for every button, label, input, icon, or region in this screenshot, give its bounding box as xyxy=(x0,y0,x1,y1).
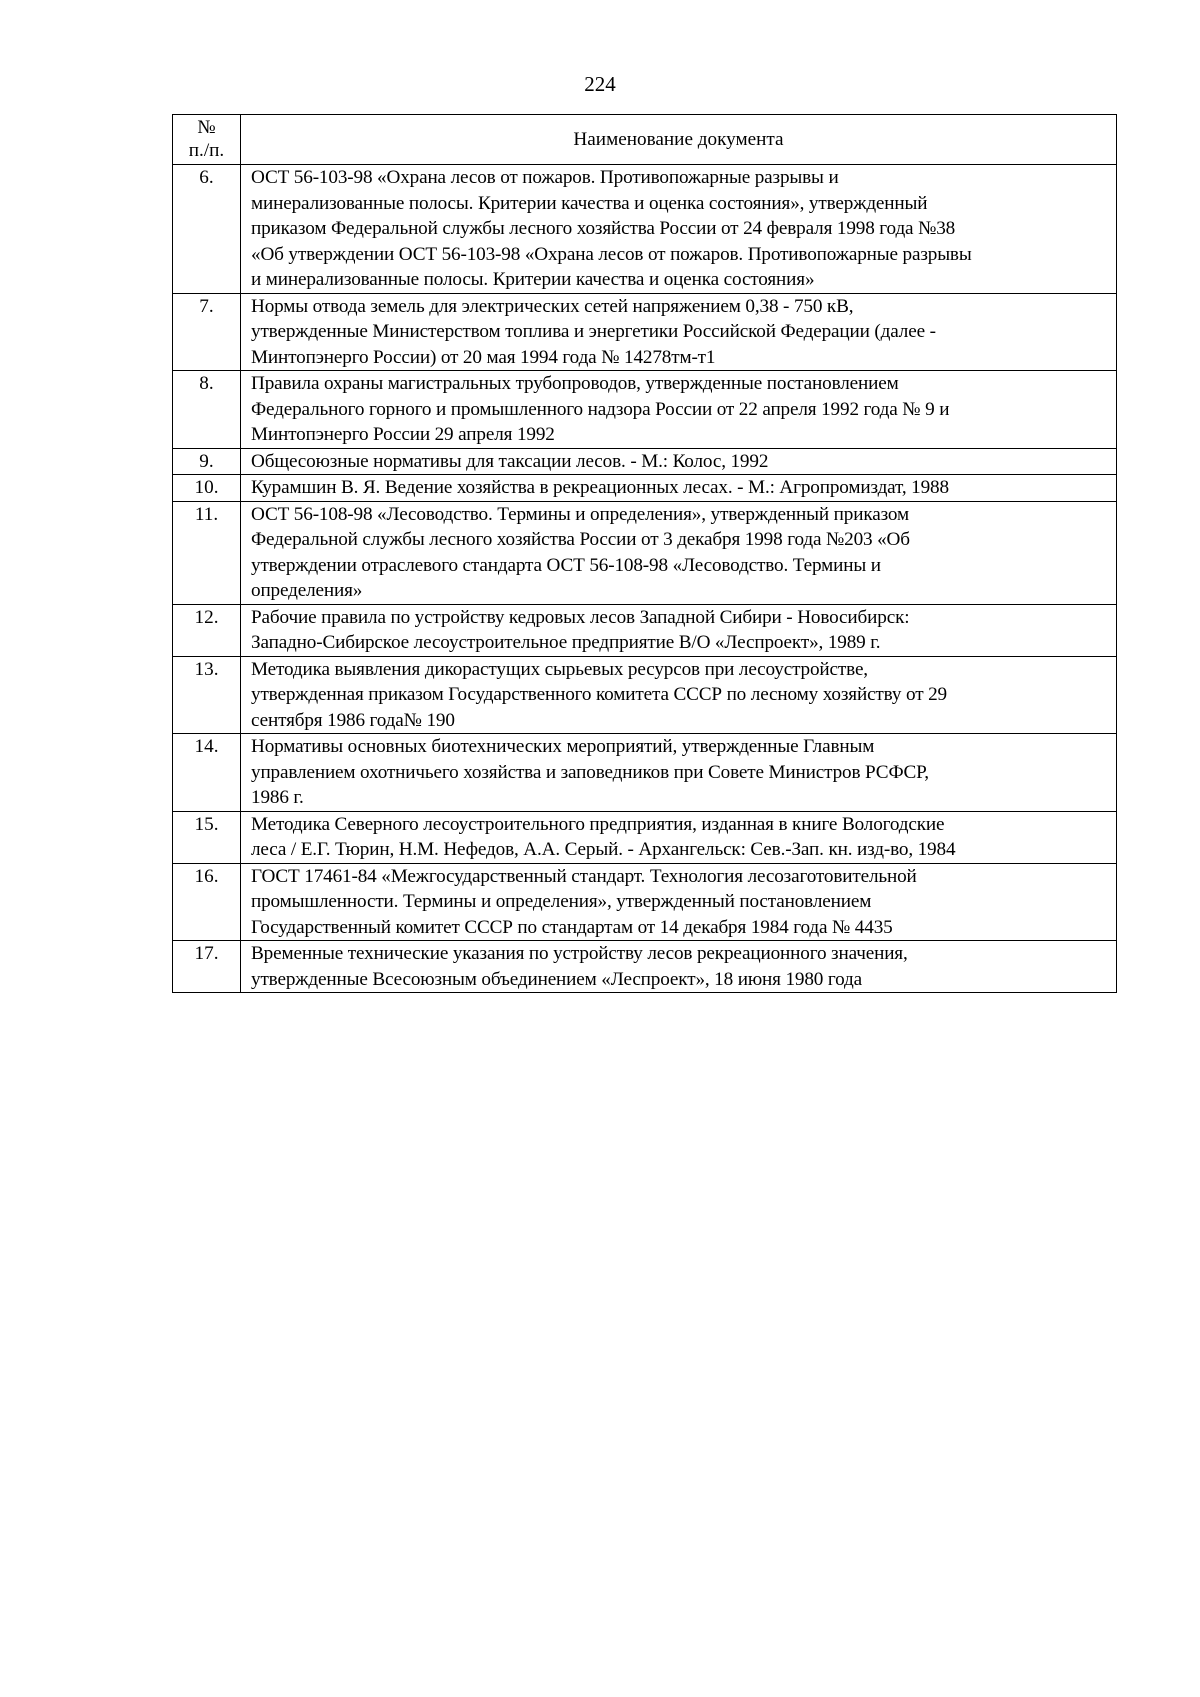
document-name-line: Методика выявления дикорастущих сырьевых ресурсов при лесоустройстве, xyxy=(251,658,868,680)
row-number: 7. xyxy=(173,293,241,371)
table-row xyxy=(173,475,1117,502)
row-number: 8. xyxy=(173,371,241,449)
table-row xyxy=(173,863,1117,941)
row-number: 11. xyxy=(173,501,241,604)
document-name-line: утверждении отраслевого стандарта ОСТ 56-108-98 «Лесоводство. Термины и xyxy=(251,554,881,576)
documents-table xyxy=(172,114,1117,993)
table-header-row xyxy=(173,115,1117,165)
row-number: 9. xyxy=(173,448,241,475)
document-name-line: Нормативы основных биотехнических мероприятий, утвержденные Главным xyxy=(251,736,875,757)
document-name-line: Рабочие правила по устройству кедровых лесов Западной Сибири - Новосибирск: xyxy=(251,606,910,628)
document-name-line: Курамшин В. Я. Ведение хозяйства в рекреационных лесах. - М.: Агропромиздат, 1988 xyxy=(251,477,949,498)
document-name-line: Минтопэнерго России) от 20 мая 1994 года № 14278тм-т1 xyxy=(251,346,716,368)
row-number: 15. xyxy=(173,811,241,863)
document-name-line: определения» xyxy=(251,580,363,601)
table-body xyxy=(173,165,1117,993)
row-number: 13. xyxy=(173,656,241,734)
header-number-abbrev: п./п. xyxy=(188,140,225,161)
table-row xyxy=(173,734,1117,812)
document-name-line: промышленности. Термины и определения», утвержденный постановлением xyxy=(251,891,872,912)
document-name-line: ОСТ 56-103-98 «Охрана лесов от пожаров. Противопожарные разрывы и xyxy=(251,167,839,188)
row-number: 6. xyxy=(173,165,241,294)
document-name-line: ОСТ 56-108-98 «Лесоводство. Термины и определения», утвержденный приказом xyxy=(251,503,909,525)
document-name-line: и минерализованные полосы. Критерии качества и оценка состояния» xyxy=(251,269,815,290)
row-document-name xyxy=(241,863,1117,941)
document-name-line: Западно-Сибирское лесоустроительное предприятие В/О «Леспроект», 1989 г. xyxy=(251,632,881,653)
row-document-name xyxy=(241,448,1117,475)
header-document-name: Наименование документа xyxy=(241,115,1117,165)
table-row xyxy=(173,604,1117,656)
row-number: 10. xyxy=(173,475,241,502)
document-name-line: Государственный комитет СССР по стандартам от 14 декабря 1984 года № 4435 xyxy=(251,916,893,938)
document-name-line: леса / Е.Г. Тюрин, Н.М. Нефедов, А.А. Серый. - Архангельск: Сев.-Зап. кн. изд-во, 1984 xyxy=(251,839,956,860)
row-document-name xyxy=(241,734,1117,812)
table-row xyxy=(173,371,1117,449)
row-document-name xyxy=(241,293,1117,371)
row-document-name xyxy=(241,604,1117,656)
document-name-line: сентября 1986 года№ 190 xyxy=(251,709,455,731)
table-row xyxy=(173,811,1117,863)
document-name-line: 1986 г. xyxy=(251,787,304,808)
document-name-line: Методика Северного лесоустроительного предприятия, изданная в книге Вологодские xyxy=(251,813,945,835)
row-number: 14. xyxy=(173,734,241,812)
row-document-name xyxy=(241,501,1117,604)
document-name-line: минерализованные полосы. Критерии качества и оценка состояния», утвержденный xyxy=(251,192,928,214)
document-name-line: Временные технические указания по устройству лесов рекреационного значения, xyxy=(251,943,908,964)
row-number: 17. xyxy=(173,941,241,993)
document-name-line: «Об утверждении ОСТ 56-103-98 «Охрана лесов от пожаров. Противопожарные разрывы xyxy=(251,243,972,265)
row-document-name xyxy=(241,371,1117,449)
table-row xyxy=(173,293,1117,371)
table-row xyxy=(173,165,1117,294)
row-document-name xyxy=(241,475,1117,502)
header-number-sign: № xyxy=(197,117,216,138)
table-row xyxy=(173,941,1117,993)
document-name-line: Федерального горного и промышленного надзора России от 22 апреля 1992 года № 9 и xyxy=(251,398,950,420)
document-name-line: Правила охраны магистральных трубопроводов, утвержденные постановлением xyxy=(251,373,899,394)
row-document-name xyxy=(241,656,1117,734)
document-name-line: Общесоюзные нормативы для таксации лесов. - М.: Колос, 1992 xyxy=(251,450,769,472)
header-number-column xyxy=(173,115,241,165)
document-name-line: Нормы отвода земель для электрических сетей напряжением 0,38 - 750 кВ, xyxy=(251,295,854,317)
document-name-line: утвержденные Министерством топлива и энергетики Российской Федерации (далее - xyxy=(251,321,936,342)
row-document-name xyxy=(241,941,1117,993)
document-name-line: приказом Федеральной службы лесного хозяйства России от 24 февраля 1998 года №38 xyxy=(251,218,956,239)
page-number: 224 xyxy=(584,72,616,96)
document-name-line: Федеральной службы лесного хозяйства России от 3 декабря 1998 года №203 «Об xyxy=(251,529,910,550)
document-name-line: Минтопэнерго России 29 апреля 1992 xyxy=(251,424,555,445)
row-document-name xyxy=(241,811,1117,863)
document-name-line: ГОСТ 17461-84 «Межгосударственный стандарт. Технология лесозаготовительной xyxy=(251,865,917,887)
table-row xyxy=(173,448,1117,475)
document-name-line: утвержденная приказом Государственного комитета СССР по лесному хозяйству от 29 xyxy=(251,684,947,705)
document-name-line: управлением охотничьего хозяйства и заповедников при Совете Министров РСФСР, xyxy=(251,761,929,783)
row-document-name xyxy=(241,165,1117,294)
document-name-line: утвержденные Всесоюзным объединением «Леспроект», 18 июня 1980 года xyxy=(251,968,862,990)
row-number: 16. xyxy=(173,863,241,941)
table-row xyxy=(173,501,1117,604)
table-row xyxy=(173,656,1117,734)
row-number: 12. xyxy=(173,604,241,656)
